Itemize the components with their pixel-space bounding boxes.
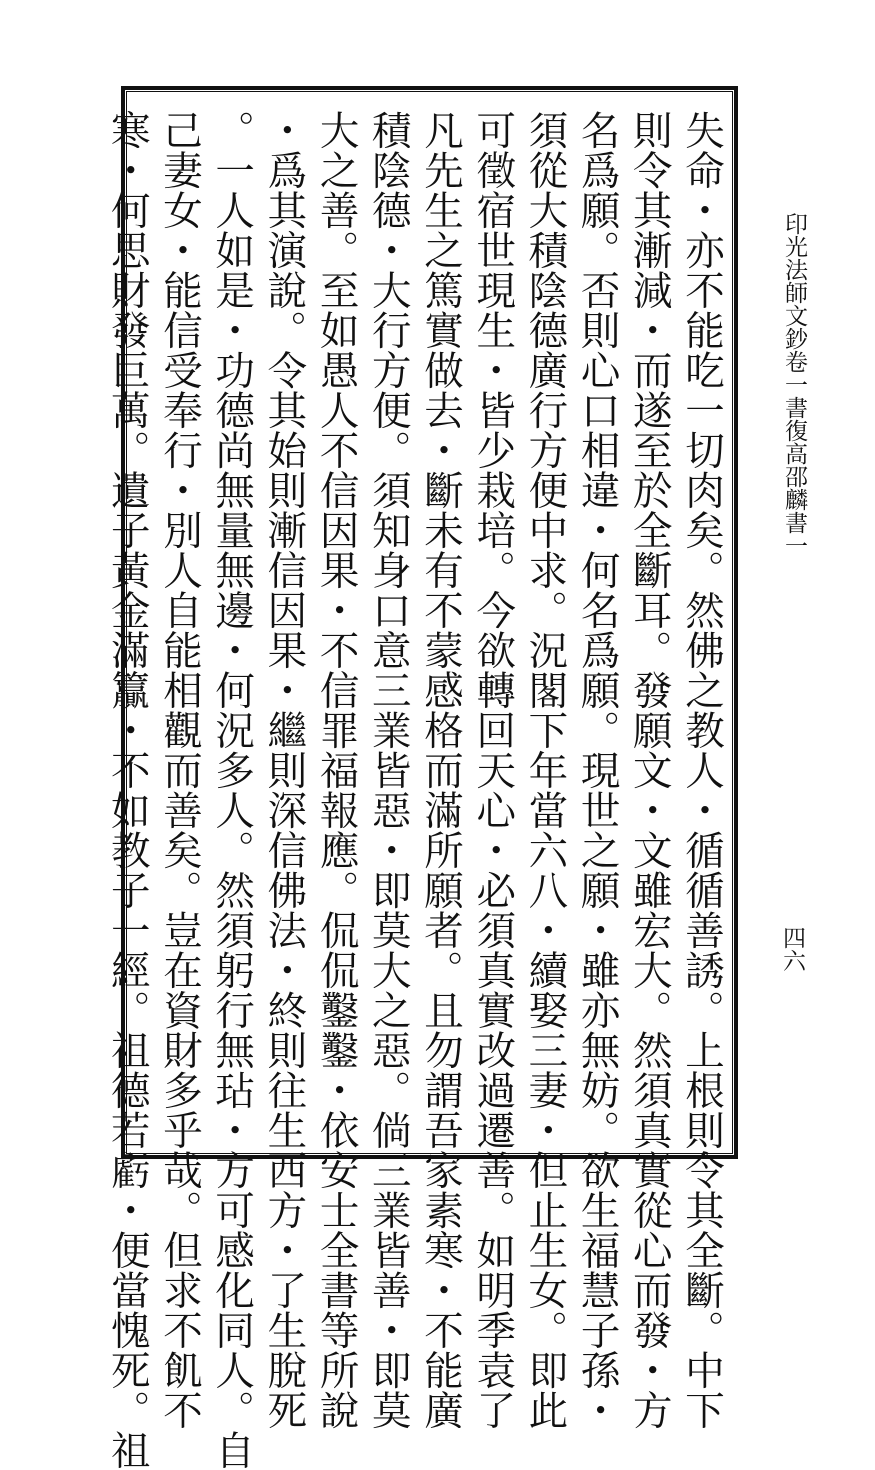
text-column: 積陰德・大行方便。須知身口意三業皆惡・即莫大之惡。倘三業皆善・即莫 — [365, 110, 412, 1430]
running-header — [770, 212, 810, 592]
text-column: 己妻女・能信受奉行・別人自能相觀而善矣。豈在資財多乎哉。但求不飢不 — [156, 110, 203, 1430]
text-column: 寒・何思財發巨萬。遺子黃金滿籯・不如教子一經。祖德若虧・便當愧死。祖 — [104, 110, 151, 1470]
book-title: 印光法師文鈔卷一 — [781, 212, 807, 396]
page-number: 四六 — [779, 926, 805, 972]
text-column: 可徵宿世現生・皆少栽培。今欲轉回天心・必須真實改過遷善。如明季袁了 — [470, 110, 517, 1430]
text-column: 大之善。至如愚人不信因果・不信罪福報應。侃侃鑿鑿・依安士全書等所說 — [313, 110, 360, 1430]
section-label: 書 — [781, 396, 807, 419]
text-column: 失命・亦不能吃一切肉矣。然佛之教人・循循善誘。上根則令其全斷。中下 — [679, 110, 725, 1430]
body-text — [104, 110, 728, 1470]
text-column: 須從大積陰德廣行方便中求。況閣下年當六八・續娶三妻・但止生女。即此 — [522, 110, 569, 1430]
text-column: 凡先生之篤實做去・斷未有不蒙感格而滿所願者。且勿謂吾家素寒・不能廣 — [417, 110, 464, 1430]
text-column: 。一人如是・功德尚無量無邊・何況多人。然須躬行無玷・方可感化同人。自 — [209, 110, 256, 1470]
text-column: ・爲其演說。令其始則漸信因果・繼則深信佛法・終則往生西方・了生脫死 — [261, 110, 308, 1430]
text-column: 名爲願。否則心口相違・何名爲願。現世之願・雖亦無妨。欲生福慧子孫・ — [574, 110, 621, 1430]
letter-title: 復高邵麟書一 — [781, 419, 807, 557]
text-column: 則令其漸減・而遂至於全斷耳。發願文・文雖宏大。然須真實從心而發・方 — [626, 110, 673, 1430]
